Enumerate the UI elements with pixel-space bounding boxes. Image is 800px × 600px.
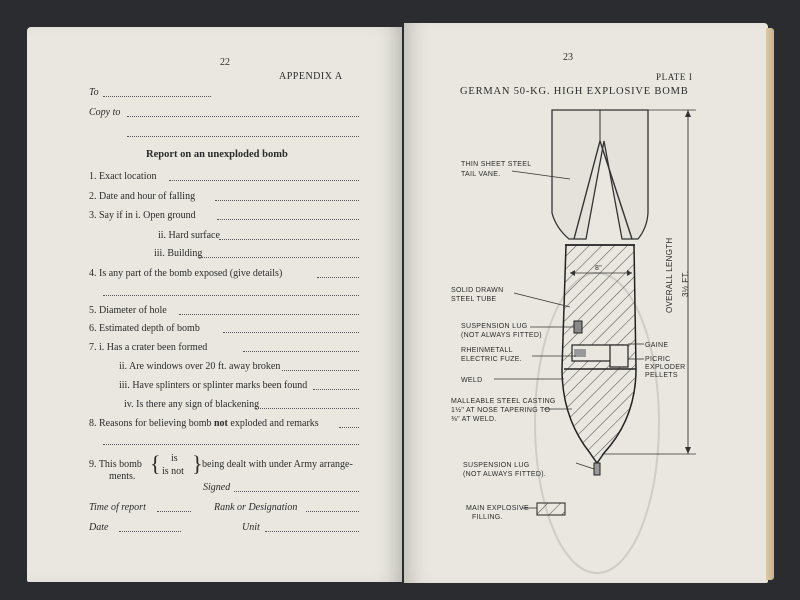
appendix-heading: APPENDIX A [279, 71, 343, 82]
item-8-not: not [213, 418, 228, 429]
date-label: Date [89, 522, 109, 533]
report-title: Report on an unexploded bomb [146, 149, 288, 160]
item-3: 3. Say if in i. Open ground [89, 210, 196, 221]
time-of-report-label: Time of report [89, 502, 146, 513]
label-diameter: 8" [595, 265, 602, 272]
dots [243, 345, 359, 352]
dots [282, 364, 359, 371]
label-picric-2: EXPLODER [645, 364, 686, 371]
item-7-iii: iii. Have splinters or splinter marks been found [119, 380, 308, 391]
item-4: 4. Is any part of the bomb exposed (give details) [89, 268, 283, 279]
label-gaine: GAINE [645, 342, 669, 349]
page-number-right: 23 [563, 52, 573, 63]
item-7-iv: iv. Is there any sign of blackening [124, 399, 260, 410]
dots [103, 289, 359, 296]
signed-label: Signed [203, 482, 231, 493]
dots [223, 326, 359, 333]
page-edge [766, 28, 774, 580]
unit-label: Unit [242, 522, 260, 533]
item-6: 6. Estimated depth of bomb [89, 323, 200, 334]
dots [119, 525, 181, 532]
dots [169, 174, 359, 181]
to-dots [103, 90, 211, 97]
dots [103, 438, 359, 445]
label-fuze-2: ELECTRIC FUZE. [461, 356, 522, 363]
label-fuze-1: RHEINMETALL [461, 347, 513, 354]
label-lug-bottom-1: SUSPENSION LUG [463, 462, 530, 469]
legend-label-2: FILLING. [472, 514, 503, 521]
item-3-iii: iii. Building [154, 248, 203, 259]
dots [215, 194, 359, 201]
label-lug-1: SUSPENSION LUG [461, 323, 528, 330]
item-8-text-a: 8. Reasons for believing bomb [89, 418, 212, 429]
item-5: 5. Diameter of hole [89, 305, 167, 316]
item-7-ii: ii. Are windows over 20 ft. away broken [119, 361, 281, 372]
label-casting-2: 1½" AT NOSE TAPERING TO [451, 407, 551, 414]
gaine-pellets [610, 345, 628, 367]
copy-to-dots-2 [127, 130, 359, 137]
dots [317, 271, 359, 278]
label-tail-1: THIN SHEET STEEL [461, 161, 532, 168]
label-casting-3: ⅜" AT WELD. [451, 416, 497, 423]
suspension-lug-upper [574, 321, 582, 333]
label-picric-1: PICRIC [645, 356, 671, 363]
page-number-left: 22 [220, 57, 230, 68]
label-length-value: 3½ FT. [681, 270, 690, 297]
suspension-lug-lower [594, 463, 600, 475]
label-casting-1: MALLEABLE STEEL CASTING [451, 398, 556, 405]
label-overall-length: OVERALL LENGTH [665, 237, 674, 313]
item-2: 2. Date and hour of falling [89, 191, 196, 202]
copy-to-dots [127, 110, 359, 117]
item-9-lead-2: ments. [109, 471, 136, 482]
dots [199, 251, 359, 258]
item-8-text-b: exploded and remarks [230, 418, 319, 429]
dots [313, 383, 359, 390]
label-lug-2: (NOT ALWAYS FITTED) [461, 332, 542, 339]
copy-to-label: Copy to [89, 107, 121, 118]
label-lug-bottom-2: (NOT ALWAYS FITTED). [463, 471, 547, 478]
dots [339, 421, 359, 428]
rank-label: Rank or Designation [214, 502, 298, 513]
dots [179, 308, 359, 315]
item-1: 1. Exact location [89, 171, 157, 182]
dots [255, 402, 359, 409]
dots [306, 505, 359, 512]
signed-dots [234, 485, 359, 492]
brace-right: } [192, 451, 203, 476]
option-is-not: is not [162, 466, 184, 477]
brace-left: { [150, 451, 161, 476]
label-tube-2: STEEL TUBE [451, 296, 497, 303]
item-7: 7. i. Has a crater been formed [89, 342, 208, 353]
dots [157, 505, 191, 512]
plate-title: GERMAN 50-KG. HIGH EXPLOSIVE BOMB [460, 86, 689, 97]
item-9-lead: 9. This bomb [89, 459, 142, 470]
dots [217, 213, 359, 220]
item-3-ii: ii. Hard surface [158, 230, 220, 241]
item-8 [89, 418, 319, 430]
label-tube-1: SOLID DRAWN [451, 287, 504, 294]
item-9-rest: being dealt with under Army arrange- [202, 459, 353, 470]
label-weld: WELD [461, 377, 483, 384]
left-page [27, 27, 402, 582]
label-picric-3: PELLETS [645, 372, 678, 379]
dots [265, 525, 359, 532]
dots [219, 233, 359, 240]
legend-label-1: MAIN EXPLOSIVE [466, 505, 529, 512]
to-label: To [89, 87, 99, 98]
right-page [404, 23, 768, 583]
legend-swatch [537, 503, 565, 515]
option-is: is [171, 453, 178, 464]
plate-label: PLATE I [656, 72, 693, 82]
label-tail-2: TAIL VANE. [461, 171, 501, 178]
